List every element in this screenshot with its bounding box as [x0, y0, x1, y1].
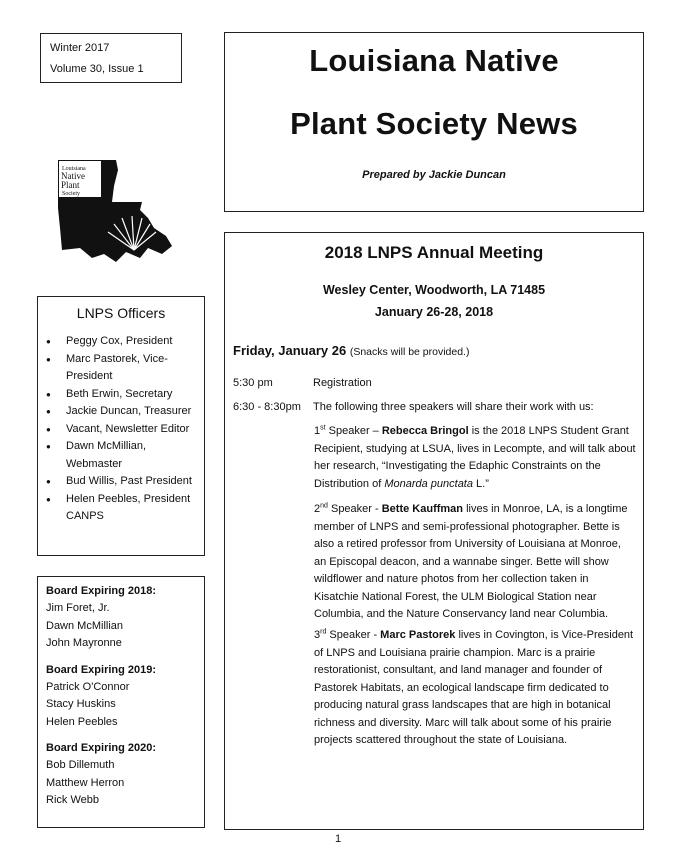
speaker-paragraph [314, 423, 636, 493]
board-member: Rick Webb [46, 794, 99, 806]
officers-heading: LNPS Officers [76, 305, 166, 321]
board-member: Matthew Herron [46, 776, 125, 789]
board-group-2019 [46, 662, 204, 732]
newsletter-title-line2: Plant Society News [290, 106, 578, 141]
officer-item: ● Vacant, Newsletter Editor [38, 421, 204, 439]
board-member: Stacy Huskins [46, 698, 116, 710]
officer-item: ● Dawn McMillian, Webmaster [38, 438, 204, 473]
officer-item: ● Bud Willis, Past President [38, 473, 204, 491]
board-box [37, 576, 205, 828]
board-group-heading: Board Expiring 2018: [46, 585, 157, 597]
meeting-location: Wesley Center, Woodworth, LA 71485 [322, 283, 546, 297]
board-member: Dawn McMillian [46, 619, 124, 632]
schedule-text: The following three speakers will share their work with us: [313, 401, 594, 413]
annual-meeting-article [224, 232, 644, 830]
speaker-bio: lives in Monroe, LA, is a longtime member of LNPS and semi-professional photographer. Bette is also a retired professor from University of Louisiana at Monroe, an Episcopal deacon, and a wannabe singer. Bette will show wildflower and nature photos from her collection taken in Kisatchie National Forest, the ULM Biological Station near Columbia, and the Nature Conservancy land near Columbia. [314, 503, 628, 620]
speaker-bio: lives in Covington, is Vice-President of LNPS and Louisiana prairie champion. Marc is a prairie restorationist, consultant, and land manager and founder of Pastorek Habitats, an ecological landscape firm dedicated to producing natural grass landscapes that are high in botanical richness and diversity. Marc will talk about some of his prairie projects scattered throughout the state of Louisiana. [314, 629, 634, 746]
speaker-ordinal: 2 [314, 503, 321, 515]
board-group-2020 [46, 740, 204, 810]
board-member: Helen Peebles [46, 715, 118, 728]
officer-item: ● Jackie Duncan, Treasurer [38, 403, 204, 421]
issue-volume: Volume 30, Issue 1 [50, 63, 144, 75]
speaker-name: Marc Pastorek [380, 629, 456, 641]
newsletter-title-line1: Louisiana Native [309, 43, 559, 78]
speaker-ordinal: 3 [314, 629, 321, 641]
day-note: (Snacks will be provided.) [349, 346, 470, 358]
board-group-heading: Board Expiring 2020: [46, 742, 157, 754]
board-member: Patrick O'Connor [46, 680, 130, 693]
masthead [224, 32, 644, 212]
prepared-by: Prepared by Jackie Duncan [362, 169, 506, 181]
board-member: John Mayronne [46, 637, 122, 649]
board-member: Jim Foret, Jr. [46, 602, 110, 614]
issue-info-box [40, 33, 182, 83]
schedule-text: Registration [313, 377, 372, 389]
board-group-2018 [46, 583, 204, 653]
schedule-row [233, 401, 594, 413]
speaker-prefix: Speaker - [326, 629, 381, 641]
officer-item: ● Peggy Cox, President [38, 333, 204, 351]
meeting-dates: January 26-28, 2018 [374, 305, 494, 319]
officers-list [38, 333, 204, 526]
schedule-time: 6:30 - 8:30pm [233, 401, 301, 413]
schedule-time: 5:30 pm [233, 377, 273, 389]
speaker-prefix: Speaker - [327, 503, 382, 515]
logo-text-1: Louisiana [62, 166, 86, 172]
speaker-name: Rebecca Bringol [381, 425, 469, 437]
schedule-row [233, 377, 372, 389]
speaker-name: Bette Kauffman [381, 503, 464, 515]
louisiana-map-icon [56, 158, 176, 270]
lnps-logo [56, 158, 176, 270]
speaker-ordinal-suffix: st [320, 424, 326, 432]
board-member: Bob Dillemuth [46, 759, 115, 771]
board-group-heading: Board Expiring 2019: [46, 663, 157, 676]
speaker-paragraph [314, 627, 636, 750]
day-label: Friday, January 26 [233, 343, 347, 358]
speaker-bio-tail: L.” [472, 477, 489, 490]
officers-box [37, 296, 205, 556]
logo-text-2: Native [61, 171, 85, 181]
officer-item: ● Helen Peebles, President CANPS [38, 491, 204, 526]
meeting-location-block [225, 279, 643, 323]
speaker-ordinal: 1 [314, 425, 321, 437]
issue-season: Winter 2017 [50, 42, 110, 54]
speaker-prefix: Speaker – [325, 425, 382, 437]
officer-item: ● Beth Erwin, Secretary [38, 386, 204, 404]
logo-text-3: Plant [61, 180, 80, 190]
speaker-bio: is the 2018 LNPS Student Grant Recipient, studying at LSUA, lives in Lecompte, and will talk about her research, “Investigating the Edaphic Constraints on the Distribution of [314, 425, 636, 490]
speaker-bio-italic: Monarda punctata [384, 477, 473, 490]
officer-item: ● Marc Pastorek, Vice-President [38, 351, 204, 386]
meeting-title: 2018 LNPS Annual Meeting [324, 243, 544, 262]
speaker-paragraph [314, 501, 636, 624]
speaker-ordinal-suffix: nd [320, 502, 328, 510]
page-number: 1 [334, 833, 342, 845]
logo-text-4: Society [62, 191, 80, 197]
day-heading [233, 343, 469, 358]
speaker-ordinal-suffix: rd [320, 628, 327, 636]
